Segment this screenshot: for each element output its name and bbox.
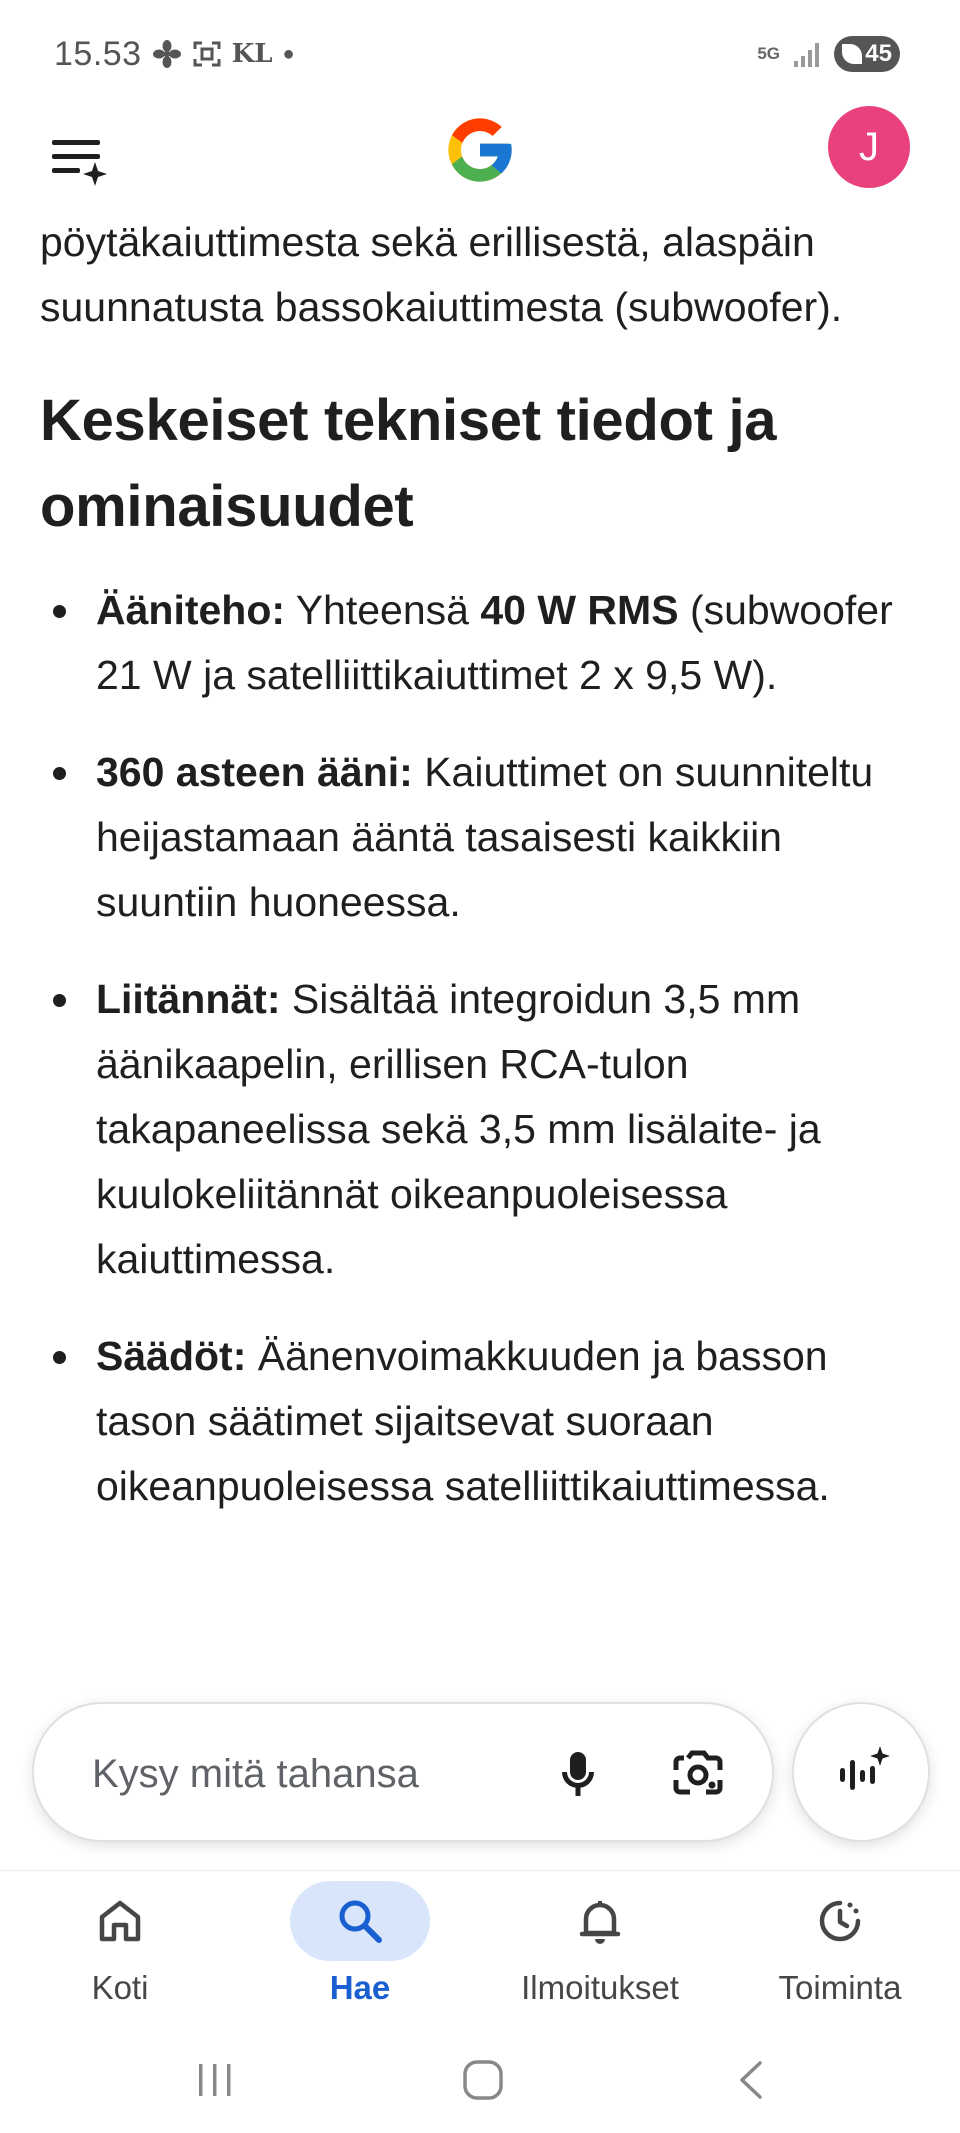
fan-icon: [152, 39, 182, 69]
answer-content: [40, 210, 920, 1551]
spec-text: Yhteensä: [285, 587, 481, 633]
nav-label: Toiminta: [778, 1969, 902, 2006]
app-header: [0, 106, 960, 216]
signal-icon: [792, 39, 822, 69]
microphone-icon: [544, 1740, 612, 1808]
status-left: [54, 32, 295, 76]
activity-icon: [814, 1895, 866, 1947]
spec-text: Sisältää integroidun 3,5 mm äänikaapelin, erillisen RCA-tulon takapaneelissa sekä 3,5 mm lisälaite- ja kuulokeliitännät oikeanpuoleisessa kaiuttimessa.: [96, 976, 821, 1282]
notification-dot-icon: ●: [282, 42, 295, 65]
history-menu-button[interactable]: [50, 130, 110, 190]
spec-text: Kaiuttimet on suunniteltu heijastamaan ääntä tasaisesti kaikkiin suuntiin huoneessa.: [96, 749, 874, 925]
camera-lens-icon: [664, 1740, 732, 1808]
lens-search-button[interactable]: [664, 1740, 732, 1808]
account-avatar[interactable]: [828, 106, 910, 188]
list-item: [40, 578, 920, 708]
nav-label: Koti: [91, 1969, 149, 2006]
search-icon: [334, 1895, 386, 1947]
google-logo-icon: [442, 112, 518, 188]
status-time: 15.53: [54, 34, 142, 73]
nav-item-notifications[interactable]: [490, 1881, 710, 2031]
home-circle-icon: [461, 2058, 505, 2102]
search-pill[interactable]: [32, 1702, 774, 1842]
system-navigation: [0, 2030, 960, 2133]
list-item: [40, 740, 920, 935]
intro-paragraph: pöytäkaiuttimesta sekä erillisestä, alaspäin suunnatusta bassokaiuttimesta (subwoofer).: [40, 219, 843, 330]
nav-icon-container: [290, 1881, 430, 1961]
nav-icon-container: [770, 1881, 910, 1961]
status-right: [757, 32, 900, 76]
menu-sparkle-icon: [50, 130, 110, 190]
spec-label: Ääniteho:: [96, 587, 286, 633]
nav-item-search[interactable]: [250, 1881, 470, 2031]
list-item: [40, 967, 920, 1292]
nav-item-home[interactable]: [10, 1881, 230, 2031]
spec-text: (subwoofer 21 W ja satelliittikaiuttimet 2 x 9,5 W).: [96, 587, 893, 698]
section-heading: Keskeiset tekniset tiedot ja ominaisuudet: [40, 388, 777, 539]
recent-apps-button[interactable]: [175, 2050, 255, 2110]
back-button[interactable]: [712, 2050, 792, 2110]
nav-label: Hae: [329, 1969, 391, 2006]
status-bar: [0, 0, 960, 106]
screenshot-icon: [192, 39, 222, 69]
spec-label: Säädöt:: [96, 1333, 247, 1379]
battery-level: 45: [865, 40, 892, 67]
carrier-label: KL: [231, 39, 273, 69]
nav-item-activity[interactable]: [730, 1881, 950, 2031]
battery-icon: [834, 36, 900, 72]
ai-mode-button[interactable]: [792, 1702, 930, 1842]
list-item: [40, 1324, 920, 1519]
search-bar: [0, 1702, 960, 1842]
spec-highlight: 40 W RMS: [480, 587, 679, 633]
recent-apps-icon: [193, 2058, 237, 2102]
back-chevron-icon: [730, 2058, 774, 2102]
voice-sparkle-icon: [832, 1742, 894, 1804]
nav-icon-container: [50, 1881, 190, 1961]
power-saving-icon: [842, 44, 862, 64]
voice-search-button[interactable]: [544, 1740, 612, 1808]
spec-text: Äänenvoimakkuuden ja basson tason säätimet sijaitsevat suoraan oikeanpuoleisessa satelliittikaiuttimessa.: [96, 1333, 830, 1509]
home-system-button[interactable]: [443, 2050, 523, 2110]
network-type: 5G: [757, 44, 780, 63]
nav-label: Ilmoitukset: [521, 1969, 679, 2006]
spec-list: [40, 578, 920, 1519]
bottom-navigation: [0, 1870, 960, 2030]
search-input[interactable]: [92, 1744, 532, 1804]
spec-label: Liitännät:: [96, 976, 281, 1022]
nav-icon-container: [530, 1881, 670, 1961]
spec-label: 360 asteen ääni:: [96, 749, 413, 795]
home-icon: [94, 1895, 146, 1947]
avatar-letter: J: [859, 124, 879, 169]
bell-icon: [574, 1895, 626, 1947]
